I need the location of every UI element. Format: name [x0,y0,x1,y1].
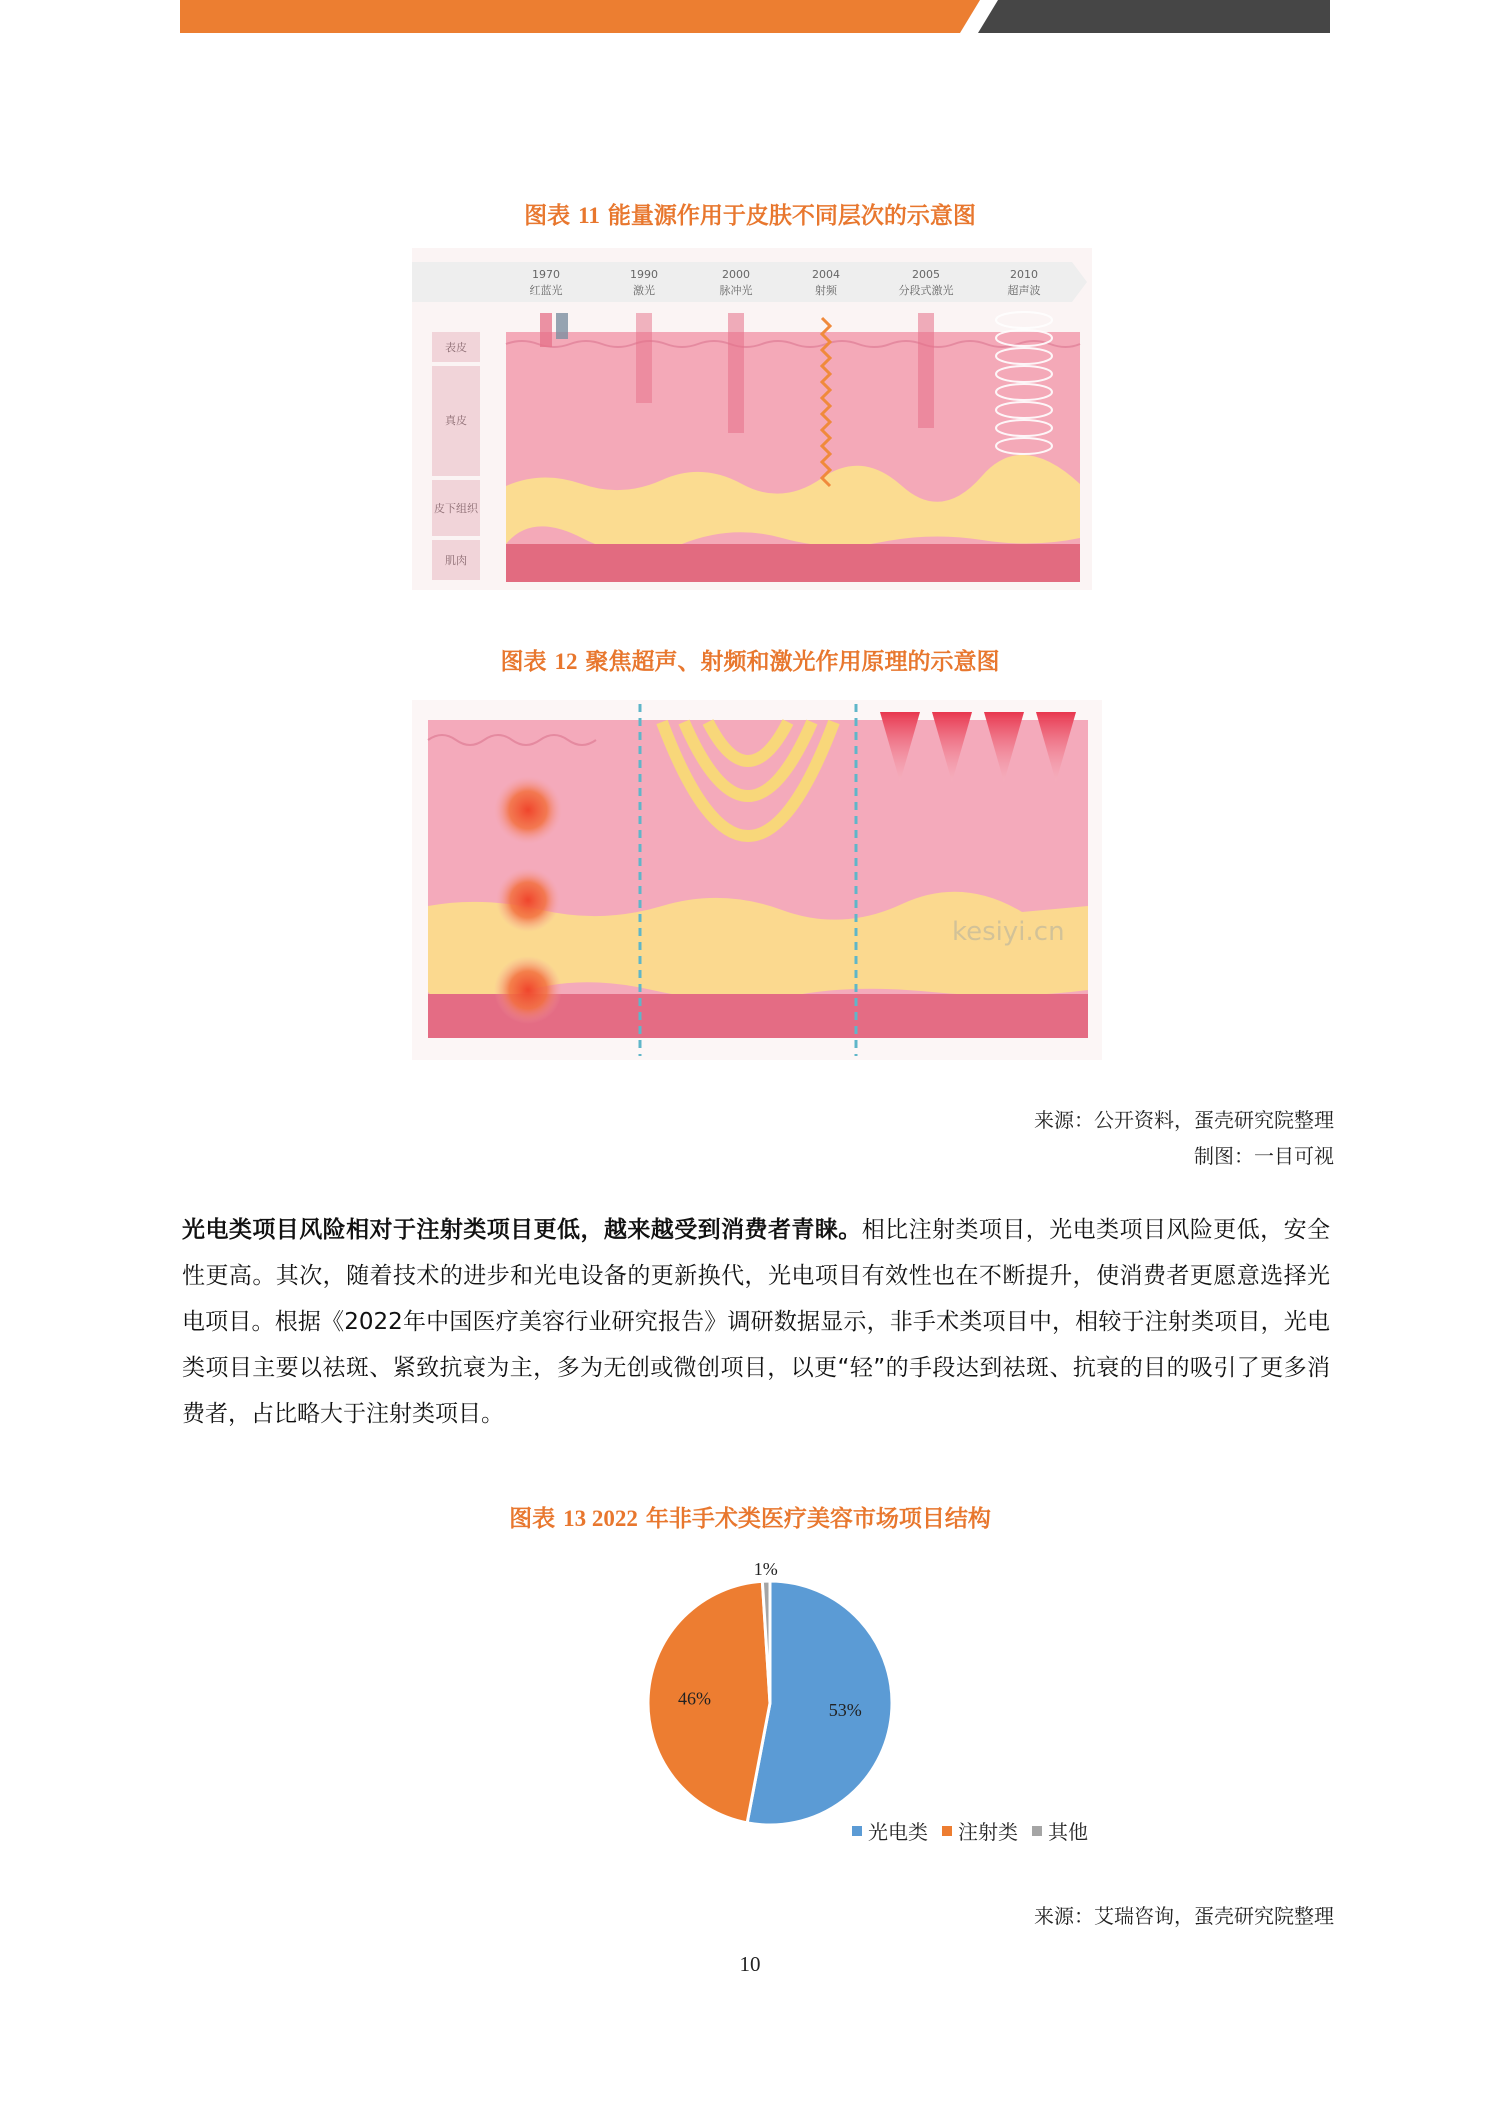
timeline-label: 分段式激光 [898,284,954,297]
legend-item [942,1816,1018,1845]
timeline-year: 2005 [912,268,940,281]
figure13-caption-number: 13 2022 [563,1506,638,1531]
figure12-source: 来源：公开资料，蛋壳研究院整理 [1034,1108,1334,1132]
figure12-chart-credit: 制图：一目可视 [1194,1144,1334,1168]
timeline-label: 激光 [633,284,655,297]
layer-label: 表皮 [445,341,467,354]
pie-chart [640,1558,900,1828]
figure12-caption-prefix: 图表 [500,649,547,675]
figure11-svg [412,248,1092,590]
pie-legend [852,1816,1088,1845]
legend-label: 光电类 [868,1820,928,1844]
timeline-label: 超声波 [1007,284,1041,297]
legend-label: 注射类 [958,1820,1018,1844]
pie-data-label: 46% [678,1688,712,1709]
page-number: 10 [739,1952,761,1976]
legend-swatch [1032,1826,1042,1836]
figure11-caption-number: 11 [578,203,600,228]
legend-item [1032,1816,1088,1845]
timeline-year: 2004 [812,268,840,281]
figure13-caption [0,1500,1500,1533]
timeline-year: 1990 [630,268,658,281]
figure12-watermark: kesiyi.cn [952,917,1065,947]
legend-swatch [852,1826,862,1836]
paragraph-body: 相比注射类项目，光电类项目风险更低，安全性更高。其次，随着技术的进步和光电设备的更新换代，光电项目有效性也在不断提升，使消费者更愿意选择光电项目。根据《2022年中国医疗美容行业研究报告》调研数据显示，非手术类项目中，相较于注射类项目，光电类项目主要以祛斑、紧致抗衰为主，多为无创或微创项目，以更“轻”的手段达到祛斑、抗衰的目的吸引了更多消费者，占比略大于注射类项目。 [182,1217,1330,1427]
body-paragraph [182,1207,1330,1437]
figure11-illustration [412,248,1092,590]
figure11-caption [0,197,1500,230]
paragraph-lead: 光电类项目风险相对于注射类项目更低，越来越受到消费者青睐。 [182,1217,862,1243]
timeline-label: 射频 [815,284,837,297]
legend-item [852,1816,928,1845]
header-bar-graphic [180,0,1330,33]
figure13-caption-prefix: 图表 [509,1506,556,1532]
layer-label: 皮下组织 [434,502,478,515]
figure11-caption-text: 能量源作用于皮肤不同层次的示意图 [607,203,976,229]
pie-chart-svg [640,1558,900,1828]
figure12-caption-number: 12 [554,649,578,674]
timeline-label: 红蓝光 [529,284,563,297]
pie-data-label: 1% [753,1559,778,1580]
pie-data-label: 53% [828,1700,862,1721]
figure12-caption-text: 聚焦超声、射频和激光作用原理的示意图 [585,649,1000,675]
figure13-source: 来源：艾瑞咨询，蛋壳研究院整理 [1034,1904,1334,1928]
figure12-svg [412,700,1102,1060]
figure13-caption-text: 年非手术类医疗美容市场项目结构 [645,1506,991,1532]
figure11-caption-prefix: 图表 [524,203,571,229]
layer-label: 肌肉 [445,554,467,567]
legend-swatch [942,1826,952,1836]
timeline-label: 脉冲光 [719,284,753,297]
timeline-year: 1970 [532,268,560,281]
figure12-caption [0,643,1500,676]
timeline-year: 2000 [722,268,750,281]
header-bar [180,0,1330,33]
layer-label: 真皮 [445,414,467,427]
legend-label: 其他 [1048,1820,1088,1844]
timeline-year: 2010 [1010,268,1038,281]
figure12-illustration [412,700,1102,1060]
